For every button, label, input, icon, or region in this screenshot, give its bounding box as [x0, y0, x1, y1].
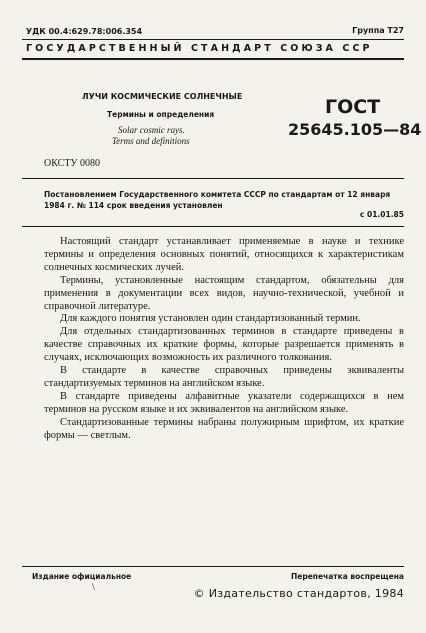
standard-title-ru: ЛУЧИ КОСМИЧЕСКИЕ СОЛНЕЧНЫЕ — [82, 92, 243, 101]
decree-text: Постановлением Государственного комитета СССР по стандартам от 12 января 1984 г. № 114 срок введения установлен — [44, 190, 391, 210]
standard-subtitle-en: Terms and definitions — [112, 136, 190, 146]
reprint-notice: Перепечатка воспрещена — [290, 572, 404, 581]
header-rule — [22, 58, 404, 60]
paragraph: Для отдельных стандартизованных терминов в стандарте приведены в качестве справочных их краткие формы, которые разрешается применять в случаях, исключающих возможность их различного толкования. — [44, 326, 404, 364]
effective-date: с 01.01.85 — [359, 210, 404, 219]
body-text — [44, 236, 404, 443]
title-rule — [22, 178, 404, 179]
paragraph: Для каждого понятия установлен один стандартизованный термин. — [60, 313, 361, 325]
official-edition: Издание официальное — [32, 572, 132, 581]
standard-title-en: Solar cosmic rays. — [118, 125, 185, 135]
paragraph: В стандарте приведены алфавитные указатели содержащихся в нем терминов на русском языке и их эквивалентов на английском языке. — [44, 390, 404, 415]
top-rule — [22, 39, 404, 40]
decree-rule — [22, 226, 404, 227]
state-standard-heading: ГОСУДАРСТВЕННЫЙ СТАНДАРТ СОЮЗА ССР — [26, 43, 373, 54]
paragraph: Стандартизованные термины набраны полужирным шрифтом, их краткие формы — светлым. — [44, 416, 404, 441]
paragraph: Термины, установленные настоящим стандартом, обязательны для применения в документации всех видов, научно-технической, учебной и справочной литературе. — [44, 274, 404, 312]
paragraph: В стандарте в качестве справочных приведены эквиваленты стандартизуемых терминов на английском языке. — [44, 365, 404, 389]
udk-code: УДК 00.4:629.78:006.354 — [26, 27, 143, 36]
footer-rule — [22, 566, 404, 567]
gost-label: ГОСТ — [325, 96, 381, 118]
group-code: Группа Т27 — [352, 26, 404, 35]
paragraph: Настоящий стандарт устанавливает применяемые в науке и технике термины и определения основных понятий, относящихся к характеристикам солнечных космических лучей. — [44, 236, 404, 273]
gost-number: 25645.105—84 — [288, 120, 422, 139]
margin-mark: \ — [92, 582, 95, 593]
okstu-code: ОКСТУ 0080 — [44, 158, 101, 169]
publisher-copyright: © Издательство стандартов, 1984 — [193, 587, 404, 600]
standard-subtitle-ru: Термины и определения — [107, 110, 215, 119]
